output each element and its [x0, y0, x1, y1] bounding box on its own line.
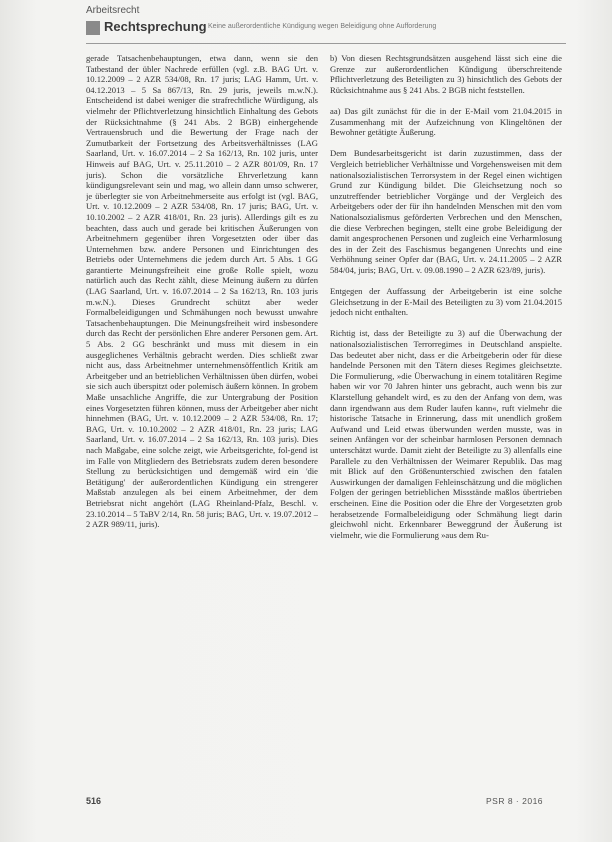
paragraph: Richtig ist, dass der Beteiligte zu 3) auf die Überwachung der nationalsozialistischen Terrorregimes in Deutschland anspielte. Das bedeutet aber nicht, dass er die Arbeitgeberin oder für diese handelnde Personen mit den Tätern dieses Regimes gleichsetzte. Die Formulierung, »die Überwachung in einem totalitären Regime haben wir vor 70 Jahren hinter uns gebracht, auch wenn bis zur Klarstellung gehandelt wird, es zu den der Anfang von dem, was dann irgendwann aus dem Ruder laufen kann«, ruft vielmehr die historische Tatsache in Erinnerung, dass mit unendlich großem Aufwand und Leid etwas überwunden werden musste, was in seinen Anfängen vor der scheinbar harmlosen Personen demnach unterschätzt wurde. Damit zieht der Beteiligte zu 3) allenfalls eine Parallele zu den Verhältnissen der Weimarer Republik. Das mag mit Blick auf den Größenunterschied zwischen den fatalen Auswirkungen der damaligen Fehleinschätzung und die möglichen Folgen der geringen betrieblichen Missstände maßlos übertrieben erscheinen. Eine die Position oder die Ehre der Vorgesetzten grob herabsetzende Formalbeleidigung oder Schmähung liegt darin gleichwohl nicht. Erkennbarer Beweggrund der Äußerung ist vielmehr, wie die Formulierung »aus dem Ru-	[330, 328, 562, 540]
paragraph: gerade Tatsachenbehauptungen, etwa dann, wenn sie den Tatbestand der übler Nachrede erfüllen (vgl. z.B. BAG Urt. v. 10.12.2009 – 2 AZR 534/08, Rn. 17 juris; LAG Hamm, Urt. v. 04.12.2013 – 5 Sa 867/13, Rn. 29 juris, jeweils m.w.N.). Entscheidend ist dabei weniger die strafrechtliche Würdigung, als vielmehr der Pflichtverletzung hinsichtlich Einhaltung des Gebots der Rücksichtnahme (§ 241 Abs. 2 BGB) einhergehende Vertrauensbruch und die Bewertung der Frage nach der Zumutbarkeit der Fortsetzung des Arbeitsverhältnisses (LAG Saarland, Urt. v. 16.07.2014 – 2 Sa 162/13, Rn. 102 juris, unter Hinweis auf BAG, Urt. v. 25.11.2010 – 2 AZR 801/09, Rn. 17 juris). Schon die vorsätzliche Ehrverletzung kann kündigungsrelevant sein und mag, wo allein dann umso schwerer, je überlegter sie von Arbeitnehmerseite aus erfolgt ist (vgl. BAG, Urt. v. 10.12.2009 – 2 AZR 534/08, Rn. 17 juris; BAG, Urt. v. 10.10.2002 – 2 AZR 418/01, Rn. 23 juris). Allerdings gilt es zu beachten, dass auch und gerade bei kritischen Äußerungen von Arbeitnehmern gegenüber ihren Vorgesetzten oder über das Unternehmen bzw. andere Personen und Einrichtungen des Betriebs oder Unternehmens die jedem durch Art. 5 Abs. 1 GG garantierte Meinungsfreiheit eine große Rolle spielt, wozu natürlich auch das Recht zählt, diese Meinung äußern zu dürfen (LAG Saarland, Urt. v. 16.07.2014 – 2 Sa 162/13, Rn. 103 juris m.w.N.). Dieses Grundrecht schützt aber weder Formalbeleidigungen und Schmähungen noch bewusst unwahre Tatsachenbehauptungen. Die Meinungsfreiheit wird insbesondere durch das Recht der persönlichen Ehre anderer Personen gem. Art. 5 Abs. 2 GG beschränkt und muss mit diesem in ein ausgeglichenes Verhältnis gebracht werden. Dies schließt zwar nicht aus, dass Arbeitnehmer unternehmensöffentlich Kritik am Arbeitgeber und an betrieblichen Verhältnissen üben dürfen, wobei sie sich auch überspitzt oder polemisch äußern können. In grobem Maße unsachliche Angriffe, die zur Untergrabung der Position eines Vorgesetzten führen können, muss der Arbeitgeber aber nicht hinnehmen (BAG, Urt. v. 10.12.2009 – 2 AZR 534/08, Rn. 17; BAG, Urt. v. 10.10.2002 – 2 AZR 418/01, Rn. 23 juris; LAG Saarland, Urt. v. 16.07.2014 – 2 Sa 162/13, Rn. 103 juris). Dies nach Maßgabe, eine solche zeigt, wie Arbeitsgerichte, fol-gend ist im Falle von Mitgliedern des Betriebsrats zudem deren besondere Stellung zu berücksichtigen und demgemäß wird ein 'die Betätigung' der außerordentlichen Kündigung ein strengerer Maßstab anzulegen als bei einem Arbeitnehmer, der dem Betriebsrat nicht angehört (LAG Rheinland-Pfalz, Beschl. v. 23.10.2014 – 5 TaBV 2/14, Rn. 58 juris; BAG, Urt. v. 19.07.2012 – 2 AZR 989/11, juris).	[86, 53, 318, 530]
paragraph: Entgegen der Auffassung der Arbeitgeberin ist eine solche Gleichsetzung in der E-Mail des Beteiligten zu 3) vom 21.04.2015 jedoch nicht enthalten.	[330, 286, 562, 318]
right-column	[330, 53, 562, 773]
header-subtitle: Keine außerordentliche Kündigung wegen Beleidigung ohne Aufforderung	[208, 23, 437, 30]
paragraph: Dem Bundesarbeitsgericht ist darin zuzustimmen, dass der Vergleich betrieblicher Verhältnisse und Vorgehensweisen mit dem nationalsozialistischen Terrorsystem in der Regel einen wichtigen Grund zur Kündigung bildet. Die Gleichsetzung noch so unzutreffender betrieblicher Vorgänge und der Vergleich des Arbeitgebers oder der für ihn handelnden Menschen mit den vom Nationalsozialismus geförderten Verbrechen und den Menschen, die diese Verbrechen begingen, stellt eine grobe Beleidigung der damit angesprochenen Personen und zugleich eine Verharmlosung des in der Zeit des Faschismus begangenen Unrechts und eine Verhöhnung seiner Opfer dar (BAG, Urt. v. 24.11.2005 – 2 AZR 584/04, juris; BAG, Urt. v. 09.08.1990 – 2 AZR 623/89, juris).	[330, 148, 562, 275]
header-title: Rechtsprechung	[104, 19, 207, 34]
section-label: Arbeitsrecht	[86, 5, 140, 16]
page-number: 516	[86, 796, 102, 806]
paragraph: aa) Das gilt zunächst für die in der E-Mail vom 21.04.2015 in Zusammenhang mit der Aufzeichnung von Klingeltönen der Bewohner getätigte Äußerung.	[330, 105, 562, 138]
page-header	[86, 19, 566, 44]
journal-issue: PSR 8 · 2016	[486, 796, 544, 806]
left-column	[86, 53, 318, 773]
paragraph: b) Von diesen Rechtsgrundsätzen ausgehend lässt sich eine die Grenze zur außerordentlichen Kündigung überschreitende Pflichtverletzung des Beteiligten zu 3) hinsichtlich des Gebots der Rücksichtnahme aus § 241 Abs. 2 BGB nicht feststellen.	[330, 53, 562, 95]
header-marker	[86, 21, 100, 35]
